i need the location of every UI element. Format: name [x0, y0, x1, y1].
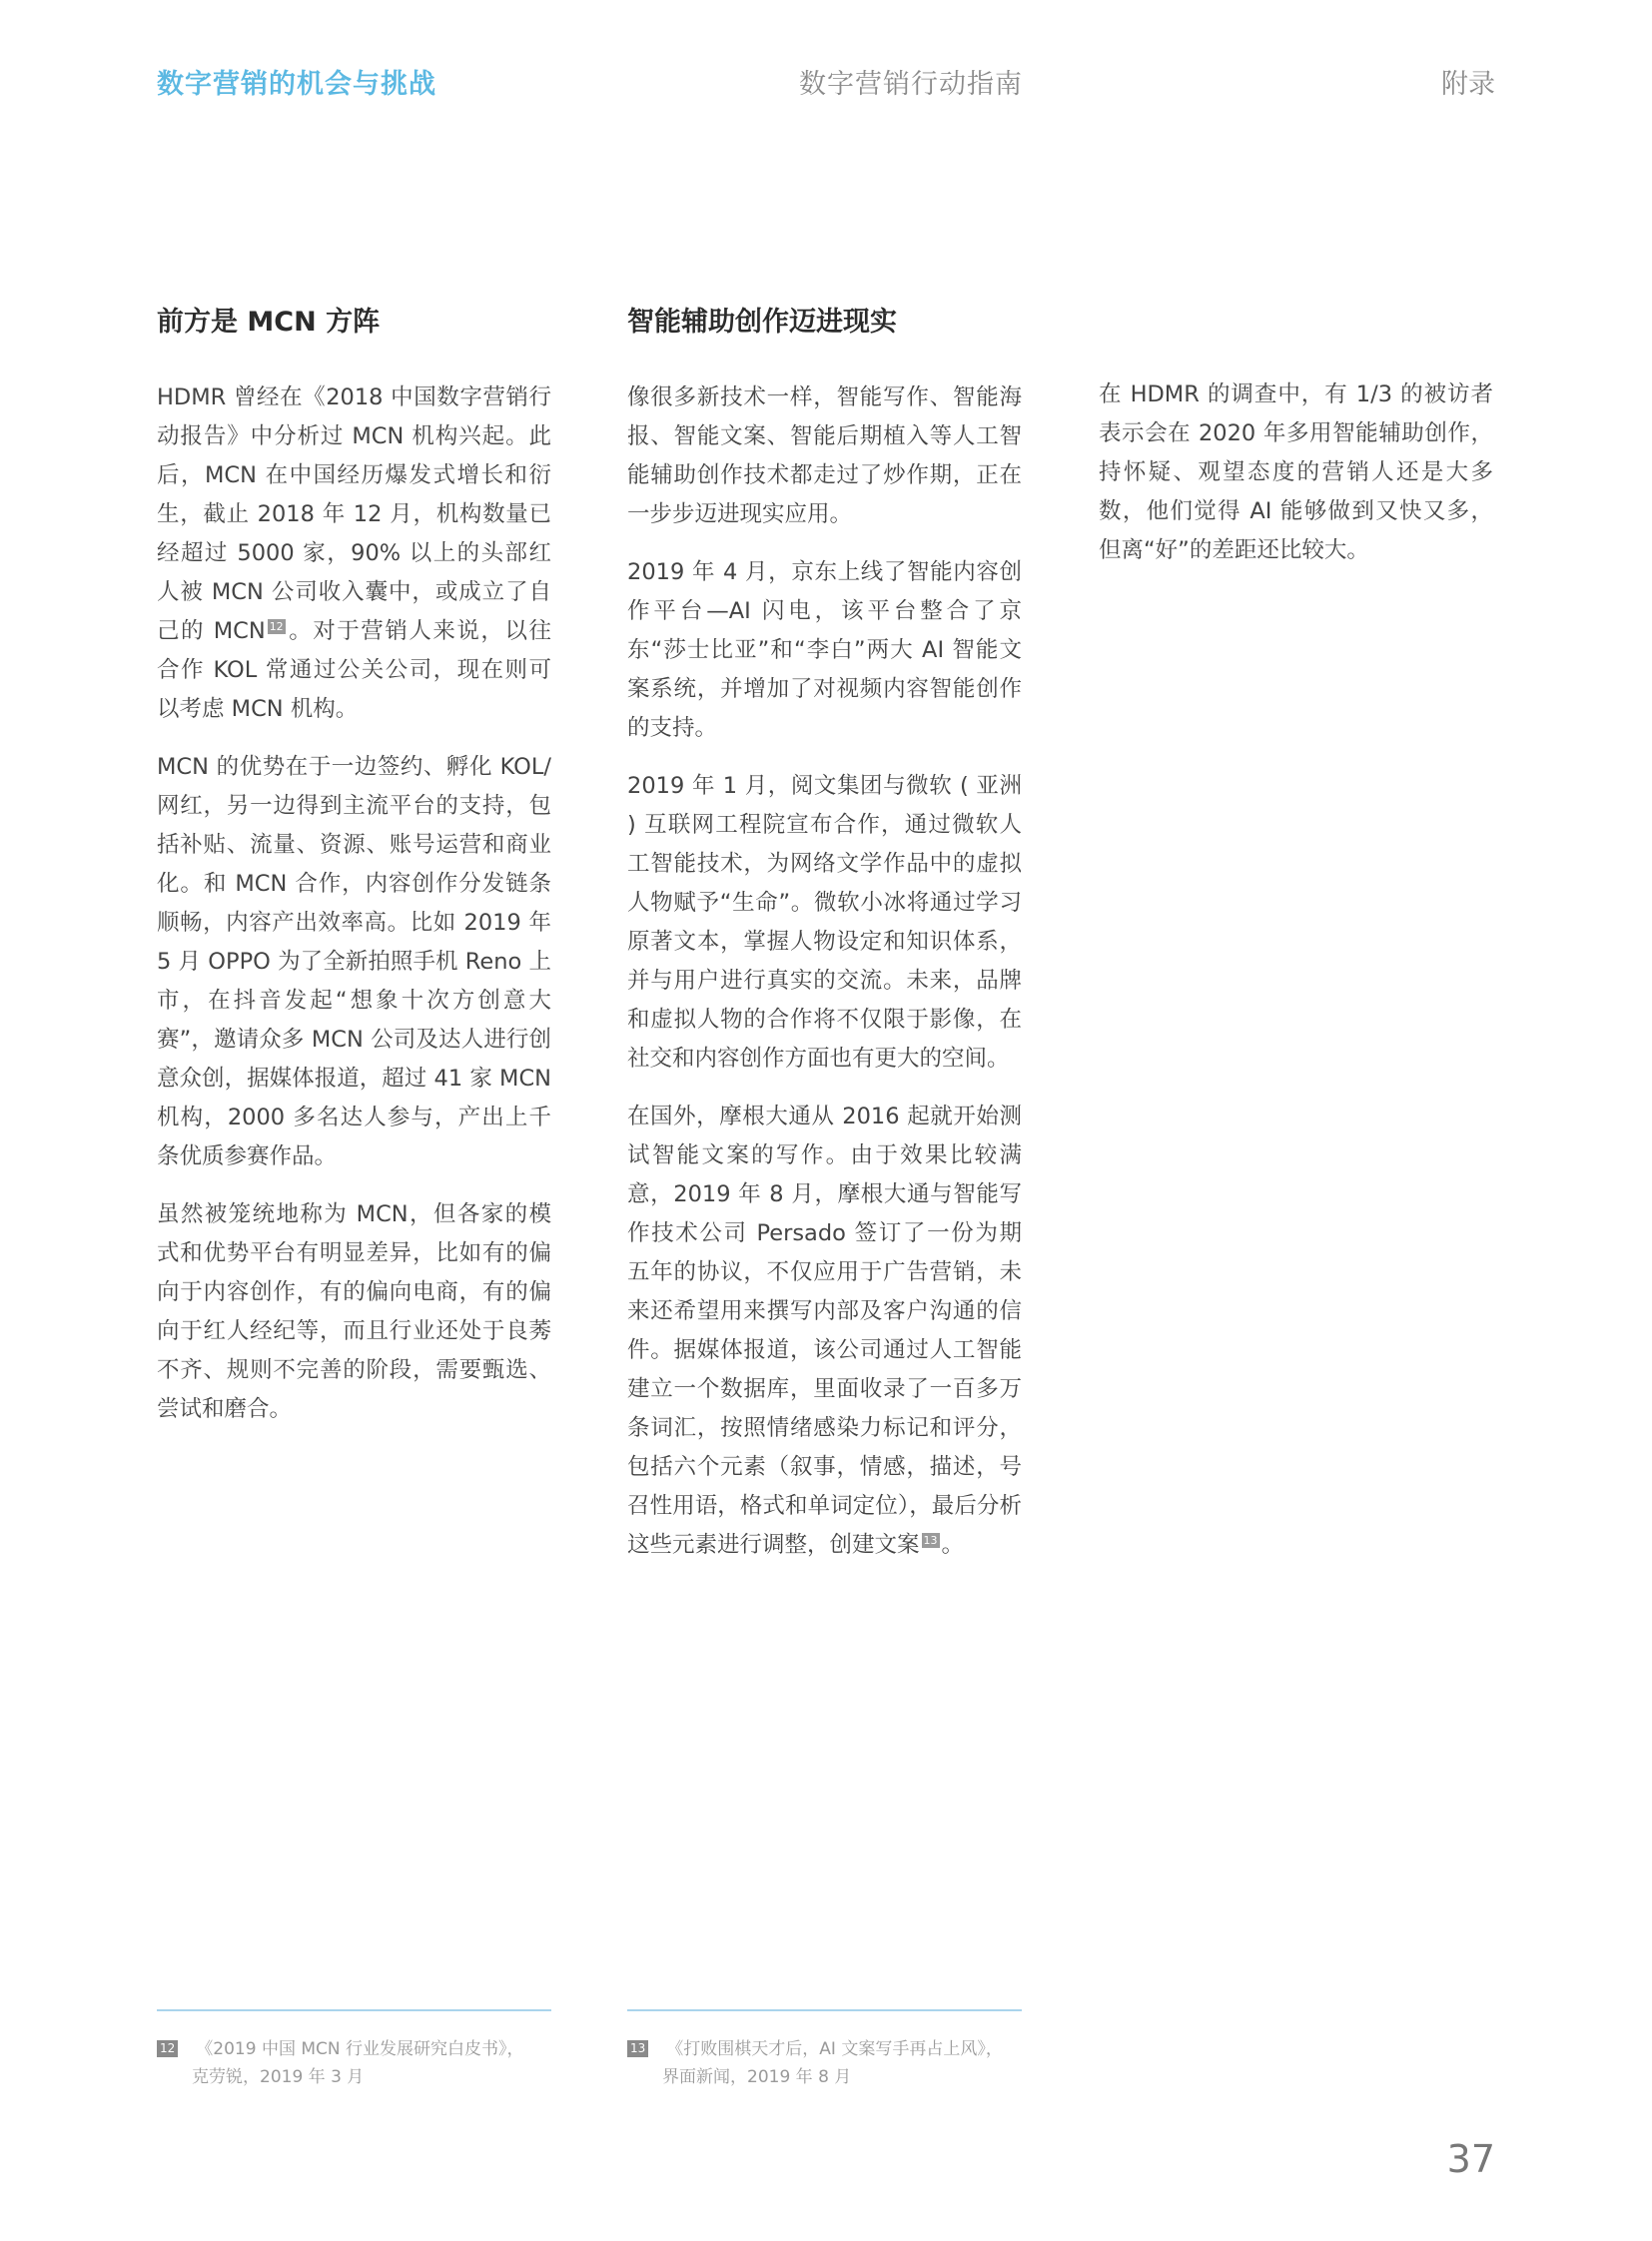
- section-title-ai-creation: 智能辅助创作迈进现实: [627, 307, 897, 338]
- footnote-divider-middle: [627, 2009, 1022, 2011]
- footnote-13: [627, 2035, 1022, 2091]
- footnote-divider-left: [157, 2009, 551, 2011]
- paragraph-ai-1: 像很多新技术一样，智能写作、智能海报、智能文案、智能后期植入等人工智能辅助创作技术都走过了炒作期，正在一步步迈进现实应用。: [627, 384, 1022, 527]
- footnote-13-line2: 界面新闻，2019 年 8 月: [662, 2067, 852, 2087]
- header-document-title: 数字营销行动指南: [799, 69, 1023, 100]
- paragraph-mcn-1: [157, 378, 551, 729]
- paragraph-ai-4-text-end: 。: [941, 1532, 965, 1558]
- paragraph-mcn-2: MCN 的优势在于一边签约、孵化 KOL/ 网红，另一边得到主流平台的支持，包括补贴、流量、资源、账号运营和商业化。和 MCN 合作，内容创作分发链条顺畅，内容产出效率高。比如 2019 年 5 月 OPPO 为了全新拍照手机 Reno 上市，在抖音发起“想象十次方创意大赛”，邀请众多 MCN 公司及达人进行创意众创，据媒体报道，超过 41 家 MCN 机构，2000 多名达人参与，产出上千条优质参赛作品。: [157, 754, 551, 1169]
- paragraph-ai-4-text: 在国外，摩根大通从 2016 起就开始测试智能文案的写作。由于效果比较满意，2019 年 8 月，摩根大通与智能写作技术公司 Persado 签订了一份为期五年的协议，不仅应用于广告营销，未来还希望用来撰写内部及客户沟通的信件。据媒体报道，该公司通过人工智能建立一个数据库，里面收录了一百多万条词汇，按照情绪感染力标记和评分，包括六个元素（叙事，情感，描述，号召性用语，格式和单词定位），最后分析这些元素进行调整，创建文案: [627, 1104, 1022, 1558]
- column-right: [1099, 375, 1493, 589]
- column-left: [157, 305, 551, 1448]
- footnote-12: [157, 2035, 551, 2091]
- paragraph-survey: 在 HDMR 的调查中，有 1/3 的被访者表示会在 2020 年多用智能辅助创作，持怀疑、观望态度的营销人还是大多数，他们觉得 AI 能够做到又快又多，但离“好”的差距还比较大。: [1099, 381, 1493, 563]
- footnote-12-line1: 《2019 中国 MCN 行业发展研究白皮书》，: [196, 2039, 524, 2059]
- footnote-number-12: 12: [157, 2040, 178, 2057]
- footnote-12-line2: 克劳锐，2019 年 3 月: [192, 2067, 365, 2087]
- paragraph-ai-3: 2019 年 1 月，阅文集团与微软 ( 亚洲 ) 互联网工程院宣布合作，通过微软人工智能技术，为网络文学作品中的虚拟人物赋予“生命”。微软小冰将通过学习原著文本，掌握人物设定和知识体系，并与用户进行真实的交流。未来，品牌和虚拟人物的合作将不仅限于影像，在社交和内容创作方面也有更大的空间。: [627, 773, 1022, 1072]
- paragraph-ai-2: 2019 年 4 月，京东上线了智能内容创作平台—AI 闪电，该平台整合了京东“莎士比亚”和“李白”两大 AI 智能文案系统，并增加了对视频内容智能创作的支持。: [627, 559, 1022, 741]
- header-appendix-label: 附录: [1441, 69, 1495, 100]
- footnote-13-line1: 《打败围棋天才后，AI 文案写手再占上风》，: [666, 2039, 1003, 2059]
- paragraph-ai-4: [627, 1098, 1022, 1565]
- footnote-ref-13[interactable]: 13: [923, 1533, 938, 1547]
- paragraph-mcn-1-text-end: 。对于营销人来说，以往合作 KOL 常通过公关公司，现在则可以考虑 MCN 机构。: [157, 618, 551, 722]
- footnote-ref-12[interactable]: 12: [269, 619, 284, 633]
- page-number: 37: [1446, 2137, 1495, 2181]
- column-middle: [627, 305, 1022, 1584]
- section-title-mcn: 前方是 MCN 方阵: [157, 307, 381, 338]
- paragraph-mcn-3: 虽然被笼统地称为 MCN，但各家的模式和优势平台有明显差异，比如有的偏向于内容创作，有的偏向电商，有的偏向于红人经纪等，而且行业还处于良莠不齐、规则不完善的阶段，需要甄选、尝试和磨合。: [157, 1201, 551, 1422]
- footnote-number-13: 13: [627, 2040, 648, 2057]
- header-section-title: 数字营销的机会与挑战: [157, 69, 436, 100]
- paragraph-mcn-1-text: HDMR 曾经在《2018 中国数字营销行动报告》中分析过 MCN 机构兴起。此后，MCN 在中国经历爆发式增长和衍生，截止 2018 年 12 月，机构数量已经超过 5000 家，90% 以上的头部红人被 MCN 公司收入囊中，或成立了自己的 MCN: [157, 384, 551, 644]
